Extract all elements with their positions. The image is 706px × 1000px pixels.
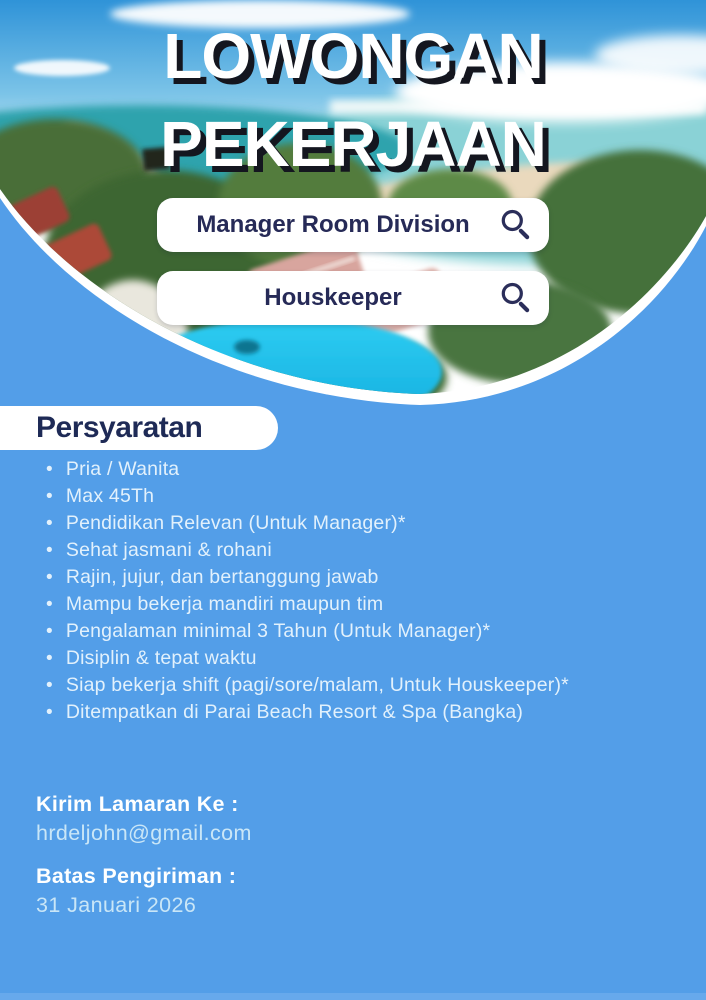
- requirement-item: • Sehat jasmani & rohani: [46, 537, 569, 564]
- requirements-list: [46, 456, 569, 726]
- deadline-label: Batas Pengiriman :: [36, 864, 237, 888]
- position-label: Houskeeper: [264, 284, 402, 311]
- deadline-block: [36, 864, 236, 918]
- poster-title: [0, 12, 706, 188]
- magnifier-icon: [497, 280, 533, 316]
- pool-fountain: [234, 340, 260, 354]
- requirement-item: • Mampu bekerja mandiri maupun tim: [46, 591, 569, 618]
- contact-email: hrdeljohn@gmail.com: [36, 821, 252, 845]
- position-label: Manager Room Division: [196, 211, 470, 238]
- requirement-item: • Pria / Wanita: [46, 456, 569, 483]
- deadline-date: 31 Januari 2026: [36, 893, 197, 917]
- poster-title-line1: LOWONGAN: [163, 20, 543, 92]
- requirement-item: • Siap bekerja shift (pagi/sore/malam, Untuk Houskeeper)*: [46, 672, 569, 699]
- contact-send-label: Kirim Lamaran Ke :: [36, 792, 239, 816]
- bottom-edge-strip: [0, 993, 706, 1000]
- requirement-item: • Rajin, jujur, dan bertanggung jawab: [46, 564, 569, 591]
- requirement-item: • Pendidikan Relevan (Untuk Manager)*: [46, 510, 569, 537]
- magnifier-icon: [497, 207, 533, 243]
- position-button-housekeeper[interactable]: [157, 271, 549, 325]
- contact-send-block: [36, 792, 252, 846]
- requirements-heading: Persyaratan: [36, 411, 203, 444]
- requirement-item: • Disiplin & tepat waktu: [46, 645, 569, 672]
- requirements-heading-pill: [0, 406, 278, 450]
- requirement-item: • Ditempatkan di Parai Beach Resort & Spa (Bangka): [46, 699, 569, 726]
- requirement-item: • Max 45Th: [46, 483, 569, 510]
- requirement-item: • Pengalaman minimal 3 Tahun (Untuk Manager)*: [46, 618, 569, 645]
- poster-title-line2: PEKERJAAN: [160, 108, 546, 180]
- position-button-manager-room-division[interactable]: [157, 198, 549, 252]
